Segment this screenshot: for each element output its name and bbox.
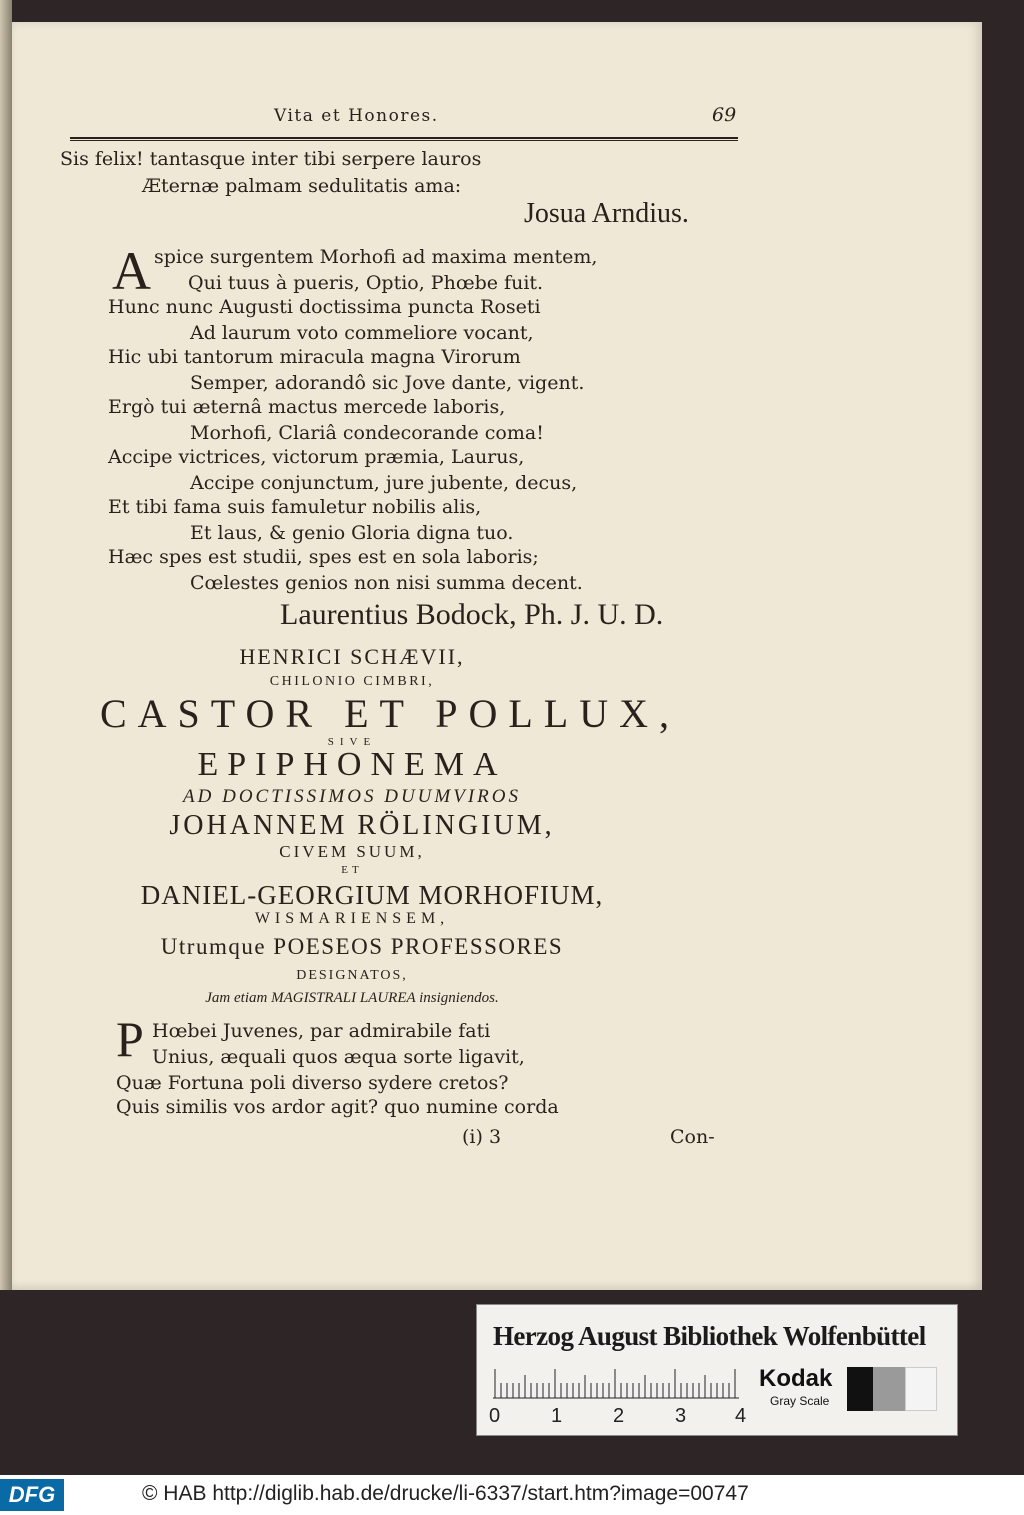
library-label (476, 1304, 958, 1436)
poem3-line: Unius, æquali quos æqua sorte ligavit, (152, 1046, 525, 1068)
kodak-brand: Kodak (759, 1365, 833, 1392)
poem2-line: Semper, adorandô sic Jove dante, vigent. (190, 372, 585, 394)
title-et: ET (341, 864, 363, 876)
signature-mark: (i) 3 (462, 1126, 502, 1148)
gray-swatch-mid (873, 1367, 905, 1411)
ruler-number: 1 (551, 1405, 563, 1427)
ruler-number: 2 (613, 1405, 625, 1427)
title-rolingium: JOHANNEM RÖLINGIUM, (169, 810, 555, 841)
poem2-line: Morhofi, Clariâ condecorande coma! (190, 422, 544, 444)
title-epiphonema: EPIPHONEMA (197, 746, 507, 783)
ruler-numbers (489, 1405, 749, 1427)
title-professores: Utrumque POESEOS PROFESSORES (160, 934, 564, 959)
scale-ruler (493, 1369, 741, 1399)
poem3-line: Quæ Fortuna poli diverso sydere cretos? (116, 1072, 509, 1094)
drop-cap: A (112, 241, 151, 301)
poem2-line: Hunc nunc Augusti doctissima puncta Roseti (108, 296, 541, 318)
running-head: Vita et Honores. (274, 106, 439, 126)
ruler-number: 0 (489, 1405, 501, 1427)
title-designatos: DESIGNATOS, (296, 968, 408, 983)
left-page-edge (0, 0, 12, 1290)
poem2-line: Cœlestes genios non nisi summa decent. (190, 572, 583, 594)
title-wismariensem: WISMARIENSEM, (254, 910, 450, 927)
title-origin: CHILONIO CIMBRI, (269, 674, 435, 689)
title-morhofium: DANIEL-GEORGIUM MORHOFIUM, (140, 880, 604, 910)
viewer-footer (0, 1475, 1024, 1515)
title-civem: CIVEM SUUM, (279, 842, 425, 861)
poem3-line: Hœbei Juvenes, par admirabile fati (152, 1020, 491, 1042)
title-sive: SIVE (327, 736, 377, 748)
poem2-line: Hæc spes est studii, spes est en sola laboris; (108, 546, 539, 568)
poem2-line: Et laus, & genio Gloria digna tuo. (190, 522, 514, 544)
ruler-number: 4 (735, 1405, 747, 1427)
copyright-url[interactable]: © HAB http://diglib.hab.de/drucke/li-6337/start.htm?image=00747 (142, 1482, 749, 1505)
poem2-line: Ergò tui æternâ mactus mercede laboris, (108, 396, 506, 418)
gray-swatch-black (847, 1367, 873, 1411)
page-number: 69 (712, 104, 737, 126)
signature-arndius: Josua Arndius. (524, 198, 689, 229)
ruler-number: 3 (675, 1405, 687, 1427)
book-page (12, 22, 982, 1290)
title-ad-duumviros: AD DOCTISSIMOS DUUMVIROS (183, 786, 521, 807)
poem1-line: Sis felix! tantasque inter tibi serpere lauros (60, 148, 482, 170)
catchword: Con- (670, 1126, 715, 1148)
header-rule (70, 137, 738, 141)
poem2-line: Accipe victrices, victorum præmia, Laurus, (108, 446, 525, 468)
drop-cap: P (116, 1011, 144, 1067)
dfg-logo: DFG (0, 1479, 64, 1511)
gray-scale-label: Gray Scale (770, 1394, 830, 1408)
poem2-line: Ad laurum voto commeliore vocant, (190, 322, 534, 344)
poem3-line: Quis similis vos ardor agit? quo numine corda (116, 1096, 559, 1118)
poem2-line: Hic ubi tantorum miracula magna Virorum (108, 346, 521, 368)
poem2-line: Accipe conjunctum, jure jubente, decus, (190, 472, 578, 494)
library-name: Herzog August Bibliothek Wolfenbüttel (493, 1321, 926, 1351)
poem2-line: spice surgentem Morhofi ad maxima mentem, (154, 246, 598, 268)
title-castor-pollux: CASTOR ET POLLUX, (99, 691, 680, 736)
title-author: HENRICI SCHÆVII, (239, 644, 465, 669)
poem2-line: Qui tuus à pueris, Optio, Phœbe fuit. (188, 272, 544, 294)
poem2-line: Et tibi fama suis famuletur nobilis alis, (108, 496, 482, 518)
signature-bodock: Laurentius Bodock, Ph. J. U. D. (280, 598, 664, 631)
poem1-line: Æternæ palmam sedulitatis ama: (142, 175, 462, 197)
title-magistrali-laurea: Jam etiam MAGISTRALI LAUREA insigniendos. (205, 990, 499, 1006)
gray-swatch-white (905, 1367, 937, 1411)
